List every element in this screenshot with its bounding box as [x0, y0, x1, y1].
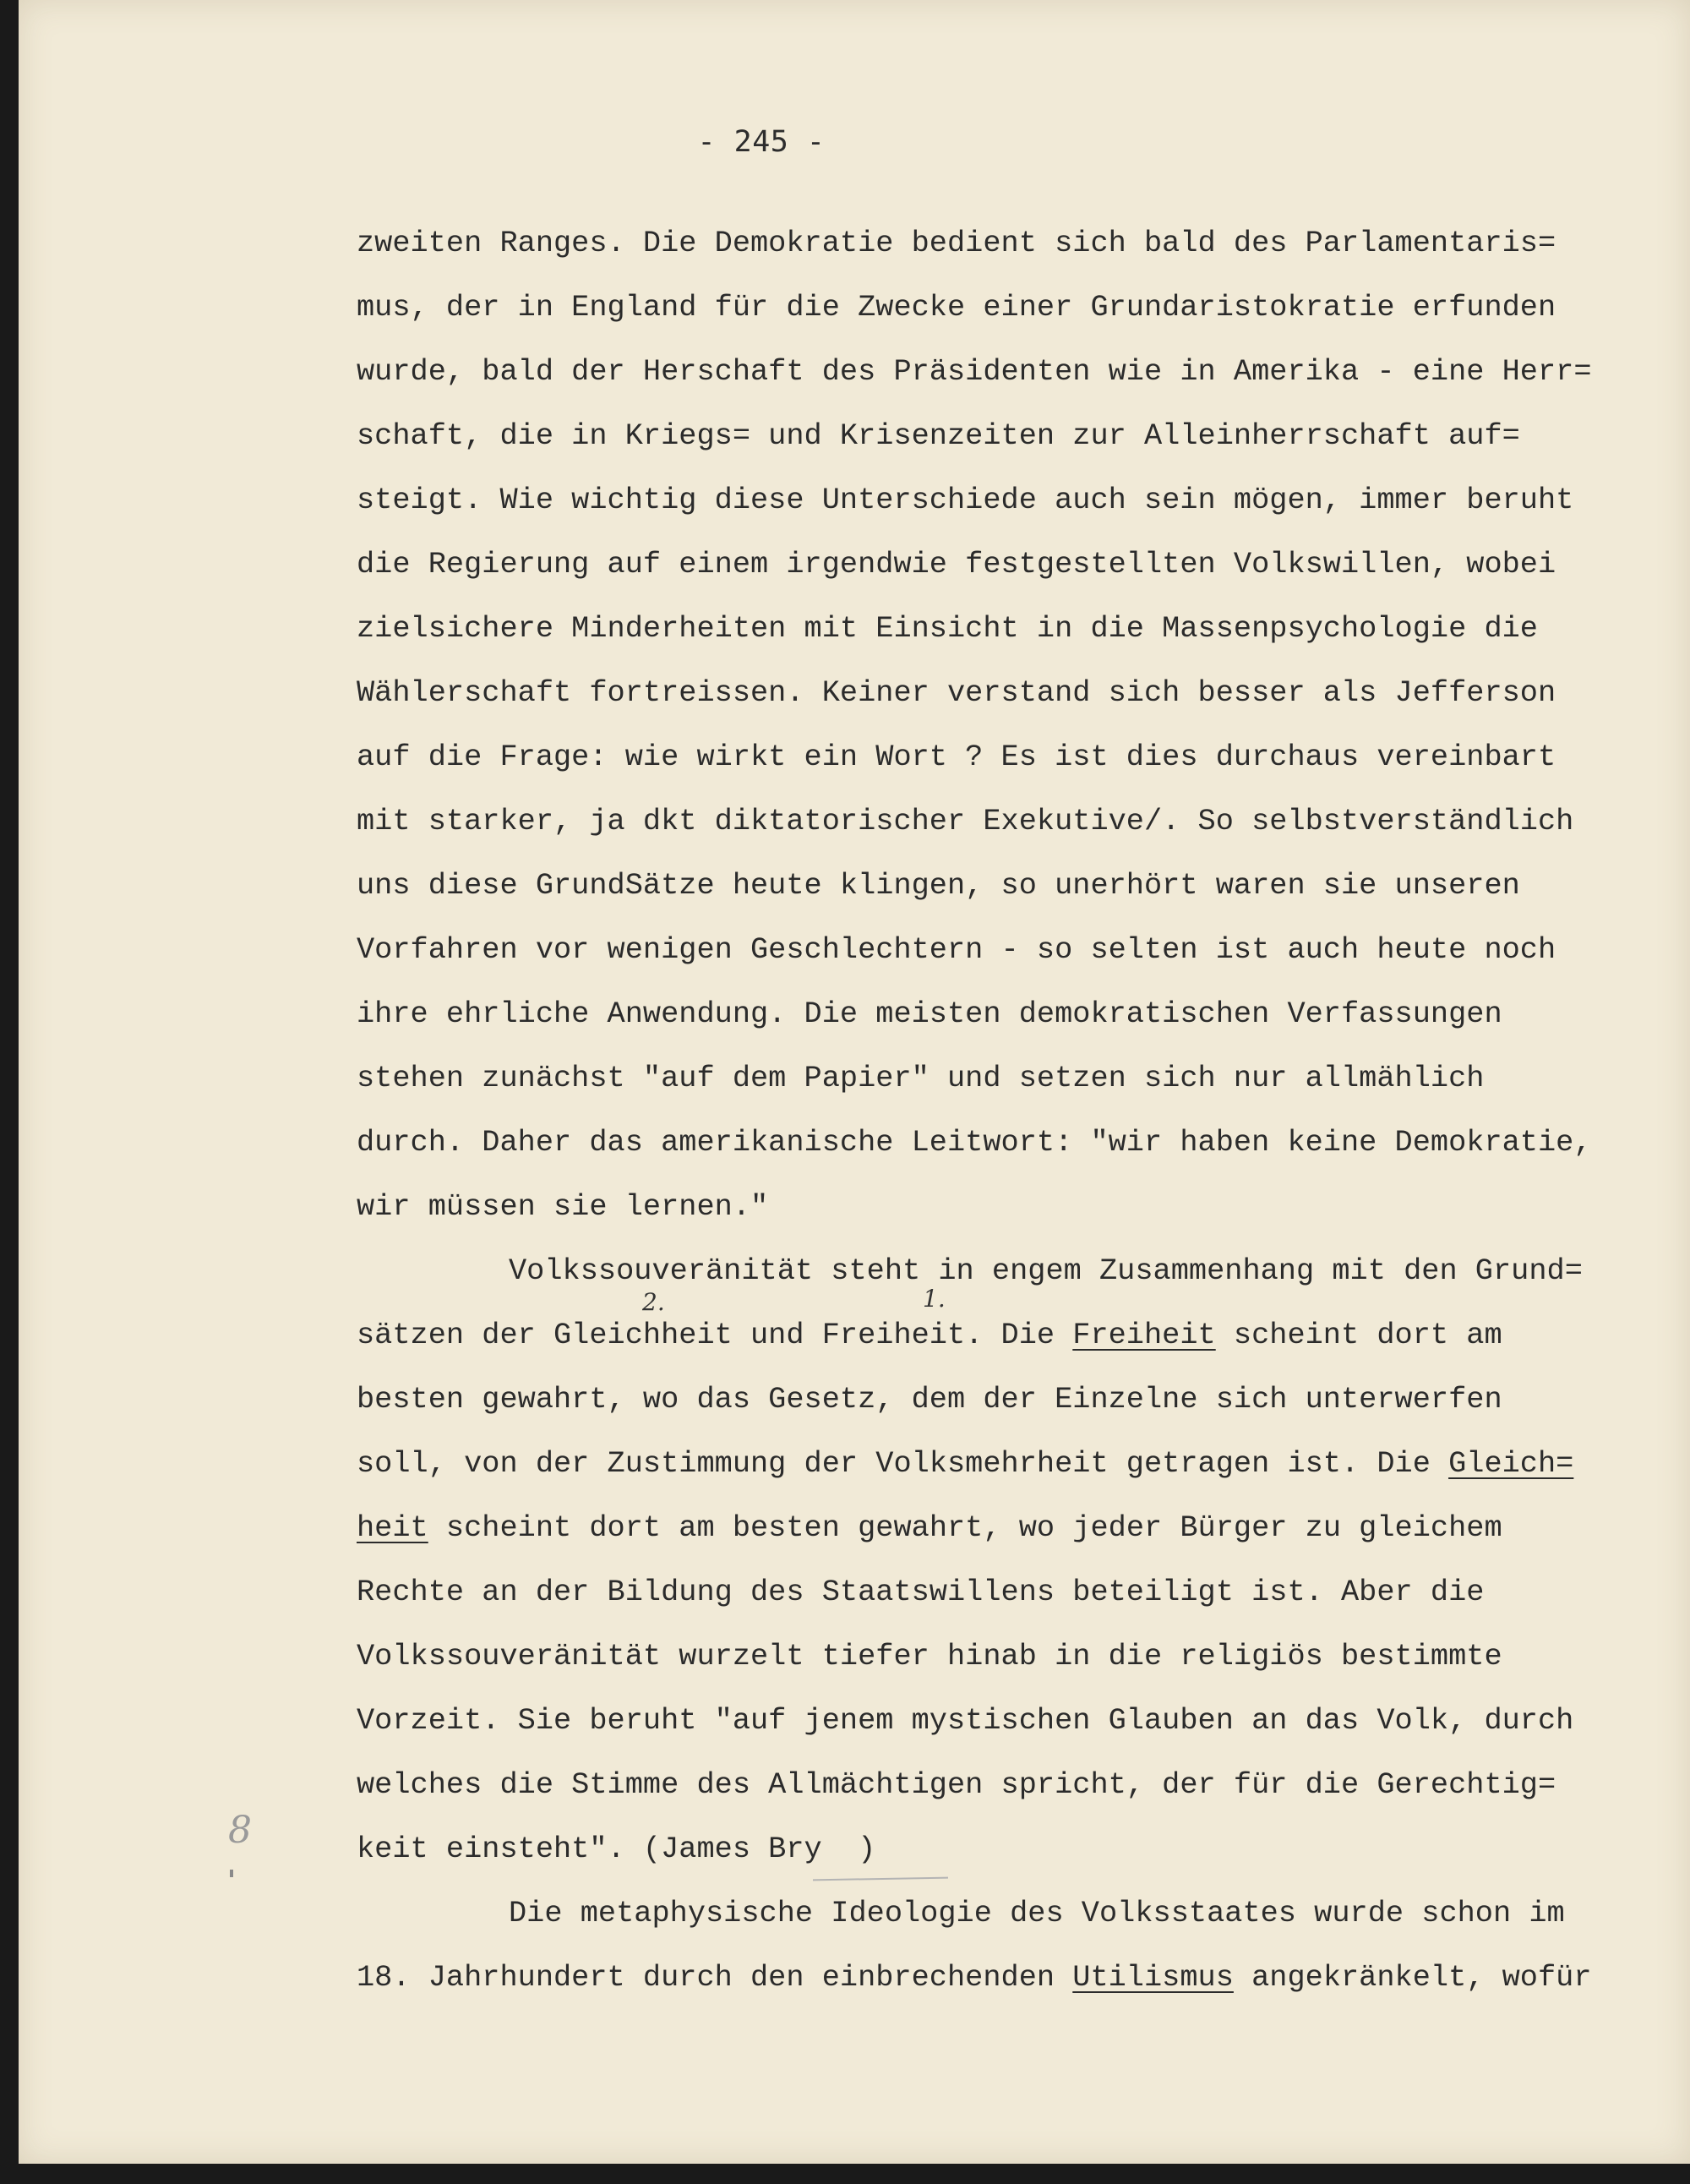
underlined-gleich: Gleich=: [1448, 1447, 1574, 1481]
text-line: schaft, die in Kriegs= und Krisenzeiten zur Alleinherrschaft auf=: [357, 419, 1520, 453]
paragraph-2-line-2: [357, 1303, 1675, 1368]
text-line: die Regierung auf einem irgendwie festgestellten Volkswillen, wobei: [357, 548, 1556, 581]
paragraph-2-line-3: besten gewahrt, wo das Gesetz, dem der Einzelne sich unterwerfen: [357, 1383, 1502, 1417]
pencil-margin-mark: 8: [228, 1809, 252, 1852]
underlined-freiheit: Freiheit: [1072, 1319, 1216, 1352]
text-line: steigt. Wie wichtig diese Unterschiede auch sein mögen, immer beruht: [357, 483, 1574, 517]
text-line: zweiten Ranges. Die Demokratie bedient sich bald des Parlamentaris=: [357, 227, 1556, 260]
underlined-utilismus: Utilismus: [1072, 1961, 1234, 1995]
paragraph-2-line-5: [357, 1496, 1675, 1560]
text-line: stehen zunächst "auf dem Papier" und setzen sich nur allmählich: [357, 1062, 1485, 1095]
text-line: Wählerschaft fortreissen. Keiner verstand sich besser als Jefferson: [357, 676, 1556, 710]
text-span: scheint dort am besten gewahrt, wo jeder Bürger zu gleichem: [428, 1511, 1502, 1545]
text-span: 18. Jahrhundert durch den einbrechenden: [357, 1961, 1073, 1995]
text-span: sätzen der Gleichheit und Freiheit. Die: [357, 1319, 1073, 1352]
body-text: [357, 211, 1675, 2010]
text-span: scheint dort am: [1215, 1319, 1502, 1352]
paragraph-2-line-10: keit einsteht". (James Bry ): [357, 1832, 876, 1866]
paragraph-2-line-9: welches die Stimme des Allmächtigen spricht, der für die Gerechtig=: [357, 1768, 1556, 1802]
text-line: zielsichere Minderheiten mit Einsicht in die Massenpsychologie die: [357, 612, 1538, 646]
text-line: durch. Daher das amerikanische Leitwort: "wir haben keine Demokratie,: [357, 1126, 1592, 1160]
document-page: [19, 0, 1690, 2164]
text-line: wurde, bald der Herschaft des Präsidenten wie in Amerika - eine Herr=: [357, 355, 1592, 389]
underlined-heit: heit: [357, 1511, 428, 1545]
text-line: auf die Frage: wie wirkt ein Wort ? Es ist dies durchaus vereinbart: [357, 740, 1556, 774]
text-line: ihre ehrliche Anwendung. Die meisten demokratischen Verfassungen: [357, 997, 1502, 1031]
pencil-margin-dot: [230, 1870, 233, 1877]
paragraph-2-line-8: Vorzeit. Sie beruht "auf jenem mystischen Glauben an das Volk, durch: [357, 1704, 1574, 1738]
paragraph-2-line-7: Volkssouveränität wurzelt tiefer hinab in die religiös bestimmte: [357, 1640, 1502, 1673]
text-line: uns diese GrundSätze heute klingen, so unerhört waren sie unseren: [357, 869, 1520, 903]
paragraph-3-line-1: Die metaphysische Ideologie des Volksstaates wurde schon im: [509, 1897, 1565, 1930]
page-number: - 245 -: [697, 125, 826, 159]
handwritten-number-2: 2.: [642, 1288, 665, 1316]
paragraph-2-line-6: Rechte an der Bildung des Staatswillens beteiligt ist. Aber die: [357, 1575, 1485, 1609]
handwritten-number-1: 1.: [923, 1285, 946, 1313]
paragraph-2-line-1: Volkssouveränität steht in engem Zusammenhang mit den Grund=: [509, 1254, 1583, 1288]
text-line: wir müssen sie lernen.": [357, 1190, 769, 1224]
paragraph-3-line-2: [357, 1946, 1675, 2010]
text-line: Vorfahren vor wenigen Geschlechtern - so selten ist auch heute noch: [357, 933, 1556, 967]
text-line: mus, der in England für die Zwecke einer Grundaristokratie erfunden: [357, 291, 1556, 325]
text-line: mit starker, ja dkt diktatorischer Exekutive/. So selbstverständlich: [357, 805, 1574, 838]
paragraph-2-line-4: [357, 1432, 1675, 1496]
text-span: soll, von der Zustimmung der Volksmehrheit getragen ist. Die: [357, 1447, 1449, 1481]
text-span: angekränkelt, wofür: [1233, 1961, 1592, 1995]
